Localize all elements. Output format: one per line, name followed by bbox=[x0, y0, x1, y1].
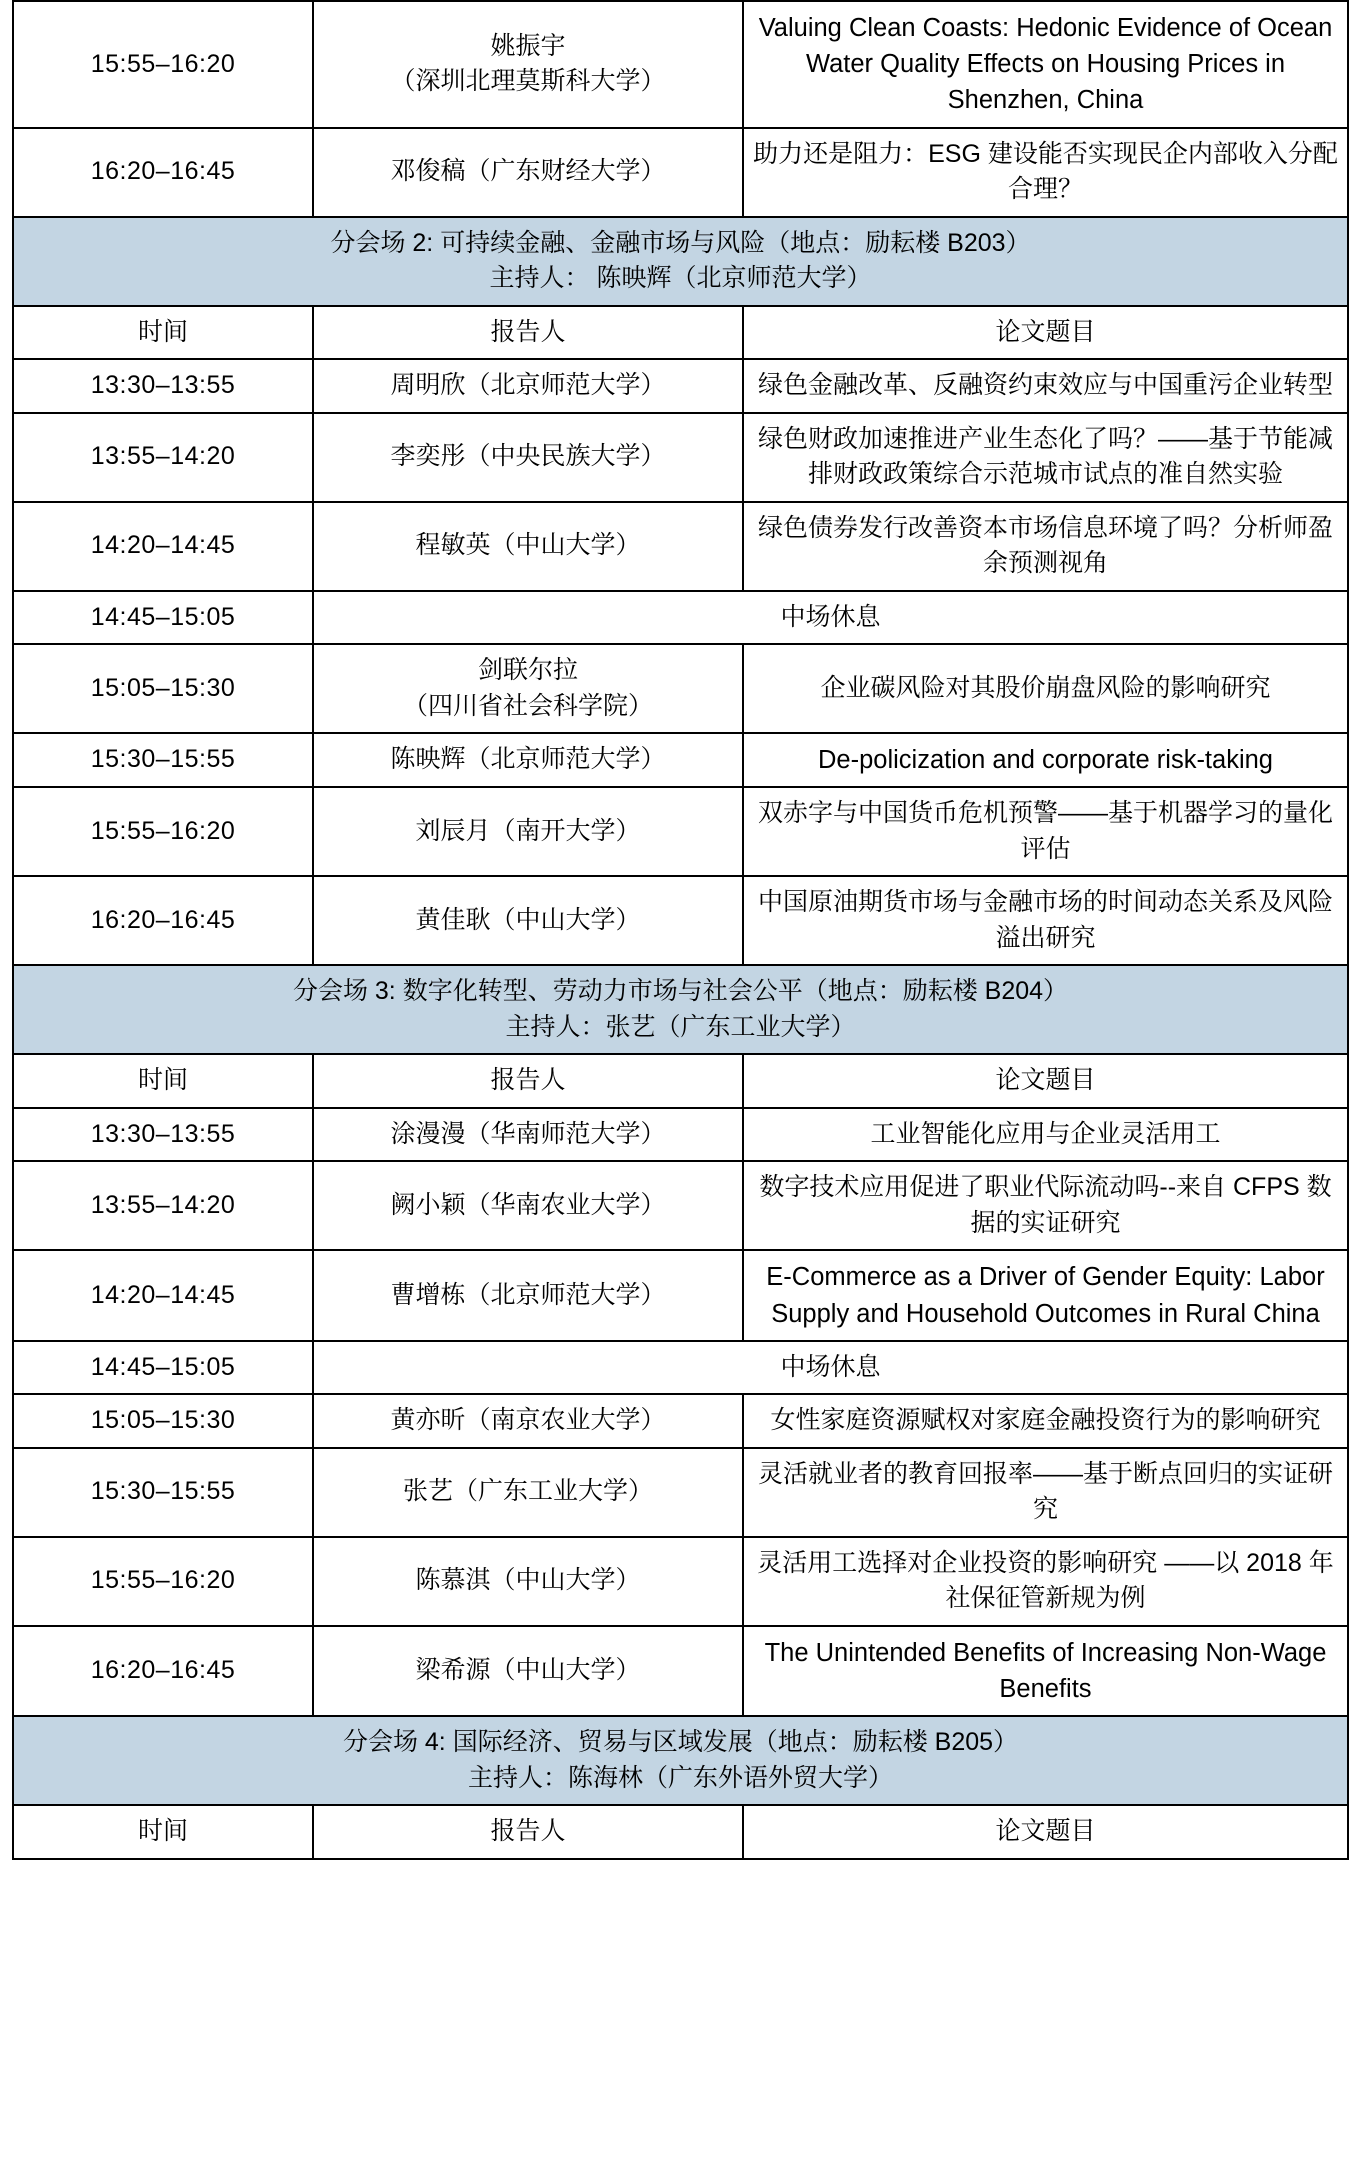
column-header-row bbox=[13, 306, 1348, 360]
column-header-title: 论文题目 bbox=[743, 1805, 1348, 1859]
speaker-name: 邓俊稿（广东财经大学） bbox=[313, 128, 743, 217]
speaker-name: 陈慕淇（中山大学） bbox=[313, 1537, 743, 1626]
speaker-name: 涂漫漫（华南师范大学） bbox=[313, 1108, 743, 1162]
session-header-text bbox=[13, 1716, 1348, 1805]
session-chair: 主持人：张艺（广东工业大学） bbox=[505, 1012, 856, 1041]
table-row bbox=[13, 1108, 1348, 1162]
table-row bbox=[13, 1448, 1348, 1537]
column-header-time: 时间 bbox=[13, 1054, 313, 1108]
session-time: 16:20–16:45 bbox=[13, 1626, 313, 1716]
table-row bbox=[13, 1537, 1348, 1626]
table-row bbox=[13, 413, 1348, 502]
session-header-text bbox=[13, 965, 1348, 1054]
column-header-speaker: 报告人 bbox=[313, 1054, 743, 1108]
session-time: 14:45–15:05 bbox=[13, 591, 313, 645]
paper-title: E-Commerce as a Driver of Gender Equity: Labor Supply and Household Outcomes in Rural China bbox=[743, 1250, 1348, 1340]
column-header-title: 论文题目 bbox=[743, 1054, 1348, 1108]
session-time: 14:20–14:45 bbox=[13, 502, 313, 591]
table-row bbox=[13, 591, 1348, 645]
paper-title: 助力还是阻力：ESG 建设能否实现民企内部收入分配合理？ bbox=[743, 128, 1348, 217]
table-row bbox=[13, 1341, 1348, 1395]
column-header-speaker: 报告人 bbox=[313, 1805, 743, 1859]
paper-title: Valuing Clean Coasts: Hedonic Evidence of Ocean Water Quality Effects on Housing Prices in Shenzhen, China bbox=[743, 1, 1348, 128]
speaker-name: 黄亦昕（南京农业大学） bbox=[313, 1394, 743, 1448]
session-header-text bbox=[13, 217, 1348, 306]
break-label: 中场休息 bbox=[313, 1341, 1348, 1395]
table-row bbox=[13, 128, 1348, 217]
paper-title: 双赤字与中国货币危机预警——基于机器学习的量化评估 bbox=[743, 787, 1348, 876]
paper-title: 数字技术应用促进了职业代际流动吗--来自 CFPS 数据的实证研究 bbox=[743, 1161, 1348, 1250]
table-row bbox=[13, 787, 1348, 876]
session-time: 16:20–16:45 bbox=[13, 128, 313, 217]
table-row bbox=[13, 1394, 1348, 1448]
column-header-row bbox=[13, 1805, 1348, 1859]
session-time: 14:20–14:45 bbox=[13, 1250, 313, 1340]
table-row bbox=[13, 876, 1348, 965]
paper-title: De-policization and corporate risk-taking bbox=[743, 733, 1348, 787]
column-header-time: 时间 bbox=[13, 306, 313, 360]
speaker-name: 姚振宇 （深圳北理莫斯科大学） bbox=[313, 1, 743, 128]
paper-title: 绿色债券发行改善资本市场信息环境了吗？分析师盈余预测视角 bbox=[743, 502, 1348, 591]
session-time: 16:20–16:45 bbox=[13, 876, 313, 965]
speaker-name: 张艺（广东工业大学） bbox=[313, 1448, 743, 1537]
table-row bbox=[13, 644, 1348, 733]
table-row bbox=[13, 1250, 1348, 1340]
speaker-name: 曹增栋（北京师范大学） bbox=[313, 1250, 743, 1340]
session-time: 13:30–13:55 bbox=[13, 1108, 313, 1162]
paper-title: 灵活就业者的教育回报率——基于断点回归的实证研究 bbox=[743, 1448, 1348, 1537]
session-time: 15:30–15:55 bbox=[13, 733, 313, 787]
speaker-name: 剑联尔拉 （四川省社会科学院） bbox=[313, 644, 743, 733]
session-time: 13:30–13:55 bbox=[13, 359, 313, 413]
session-header-row bbox=[13, 217, 1348, 306]
session-header-row bbox=[13, 965, 1348, 1054]
paper-title: The Unintended Benefits of Increasing Non-Wage Benefits bbox=[743, 1626, 1348, 1716]
paper-title: 中国原油期货市场与金融市场的时间动态关系及风险溢出研究 bbox=[743, 876, 1348, 965]
speaker-name: 李奕彤（中央民族大学） bbox=[313, 413, 743, 502]
table-row bbox=[13, 733, 1348, 787]
session-time: 15:55–16:20 bbox=[13, 1537, 313, 1626]
session-chair: 主持人：陈海林（广东外语外贸大学） bbox=[467, 1763, 893, 1792]
table-row bbox=[13, 502, 1348, 591]
paper-title: 绿色财政加速推进产业生态化了吗？——基于节能减排财政政策综合示范城市试点的准自然实验 bbox=[743, 413, 1348, 502]
column-header-speaker: 报告人 bbox=[313, 306, 743, 360]
session-time: 15:05–15:30 bbox=[13, 1394, 313, 1448]
session-time: 13:55–14:20 bbox=[13, 413, 313, 502]
session-title: 分会场 4: 国际经济、贸易与区域发展（地点：励耘楼 B205） bbox=[342, 1728, 1019, 1757]
paper-title: 企业碳风险对其股价崩盘风险的影响研究 bbox=[743, 644, 1348, 733]
speaker-name: 阙小颖（华南农业大学） bbox=[313, 1161, 743, 1250]
session-time: 14:45–15:05 bbox=[13, 1341, 313, 1395]
session-time: 15:55–16:20 bbox=[13, 787, 313, 876]
session-time: 15:55–16:20 bbox=[13, 1, 313, 128]
paper-title: 灵活用工选择对企业投资的影响研究 ——以 2018 年社保征管新规为例 bbox=[743, 1537, 1348, 1626]
table-row bbox=[13, 1626, 1348, 1716]
speaker-name: 程敏英（中山大学） bbox=[313, 502, 743, 591]
speaker-name: 梁希源（中山大学） bbox=[313, 1626, 743, 1716]
session-title: 分会场 3: 数字化转型、劳动力市场与社会公平（地点：励耘楼 B204） bbox=[292, 977, 1069, 1006]
paper-title: 女性家庭资源赋权对家庭金融投资行为的影响研究 bbox=[743, 1394, 1348, 1448]
session-time: 15:05–15:30 bbox=[13, 644, 313, 733]
session-title: 分会场 2: 可持续金融、金融市场与风险（地点：励耘楼 B203） bbox=[330, 228, 1031, 257]
session-header-row bbox=[13, 1716, 1348, 1805]
column-header-time: 时间 bbox=[13, 1805, 313, 1859]
paper-title: 绿色金融改革、反融资约束效应与中国重污企业转型 bbox=[743, 359, 1348, 413]
speaker-name: 黄佳耿（中山大学） bbox=[313, 876, 743, 965]
session-time: 13:55–14:20 bbox=[13, 1161, 313, 1250]
speaker-name: 刘辰月（南开大学） bbox=[313, 787, 743, 876]
speaker-name: 陈映辉（北京师范大学） bbox=[313, 733, 743, 787]
column-header-title: 论文题目 bbox=[743, 306, 1348, 360]
break-label: 中场休息 bbox=[313, 591, 1348, 645]
speaker-name: 周明欣（北京师范大学） bbox=[313, 359, 743, 413]
paper-title: 工业智能化应用与企业灵活用工 bbox=[743, 1108, 1348, 1162]
session-time: 15:30–15:55 bbox=[13, 1448, 313, 1537]
table-row bbox=[13, 1, 1348, 128]
column-header-row bbox=[13, 1054, 1348, 1108]
session-chair: 主持人： 陈映辉（北京师范大学） bbox=[489, 264, 872, 293]
table-row bbox=[13, 359, 1348, 413]
conference-schedule-table bbox=[12, 0, 1349, 1860]
table-row bbox=[13, 1161, 1348, 1250]
